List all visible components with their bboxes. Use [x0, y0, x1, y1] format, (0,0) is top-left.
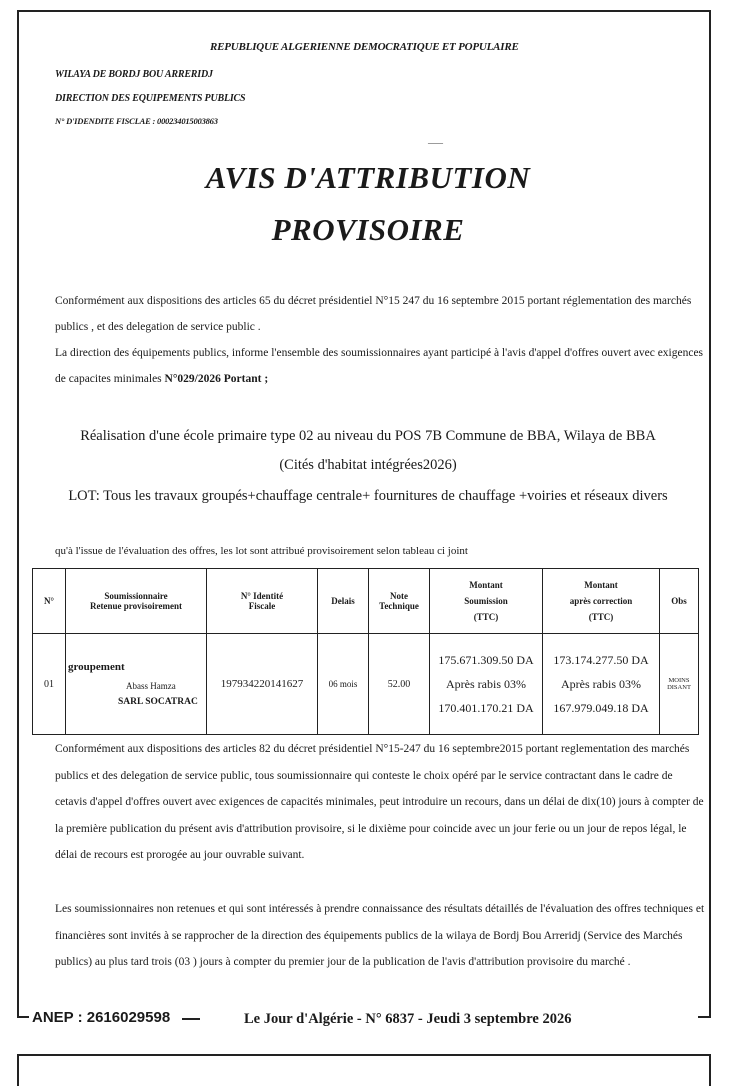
table-row — [33, 634, 699, 735]
title-line2: PROVISOIRE — [271, 212, 465, 247]
cell-rabis2: Après rabis 03% — [561, 677, 641, 691]
header-nif — [207, 569, 318, 634]
header-soum-line1: Soumissionnaire — [104, 591, 168, 601]
header-republic: REPUBLIQUE ALGERIENNE DEMOCRATIQUE ET POPULAIRE — [210, 41, 519, 53]
header-note-line1: Note — [390, 591, 408, 601]
paragraph-1-part2: La direction des équipements publics, informe l'ensemble des soumissionnaires ayant participé à l'avis d'appel d'offres ouvert avec exigences de capacites minimales — [55, 347, 704, 385]
cell-group: groupement — [68, 661, 125, 673]
header-correction — [543, 569, 660, 634]
title-line1: AVIS D'ATTRIBUTION — [205, 160, 531, 195]
cell-montant1: 175.671.309.50 DA — [438, 653, 534, 667]
header-soumissionnaire — [66, 569, 207, 634]
footer-anep: ANEP : 2616029598 — [32, 1009, 171, 1026]
cell-soumissionnaire — [66, 634, 207, 735]
header-num: N° — [33, 569, 66, 634]
cell-montant2: 173.174.277.50 DA — [553, 653, 649, 667]
header-corr-line2: après correction — [569, 596, 633, 606]
next-ad-frame — [17, 1054, 711, 1086]
cell-member2: SARL SOCATRAC — [118, 697, 198, 707]
header-note-line2: Technique — [379, 601, 419, 611]
scan-mark: ––– — [428, 138, 443, 149]
header-corr-line1: Montant — [584, 580, 618, 590]
header-nif: N° D'IDENDITE FISCLAE : 000234015003863 — [55, 116, 218, 126]
header-soum-line2: Retenue provisoirement — [90, 601, 182, 611]
cell-member1: Abass Hamza — [126, 681, 176, 691]
frame-bottom-right — [698, 1016, 709, 1018]
paragraph-3: Les soumissionnaires non retenues et qui sont intéressés à prendre connaissance des résultats détaillés de l'évaluation des offres techniques et financières sont invités à se rapprocher de la direction des équipements publics de la wilaya de Bordj Bou Arreridj (Service des Marchés publics) au plus tard trois (03 ) jours à compter du premier jour de la publication de l'avis d'attribution provisoire du marché . — [55, 903, 705, 968]
header-montant-line2: Soumission — [464, 596, 508, 606]
cell-obs — [660, 634, 699, 735]
header-corr-line3: (TTC) — [588, 612, 614, 622]
header-montant-line1: Montant — [469, 580, 503, 590]
table-intro: qu'à l'issue de l'évaluation des offres, les lot sont attribué provisoirement selon tableau ci joint — [55, 545, 468, 557]
cell-delais: 06 mois — [318, 634, 369, 735]
header-delais: Delais — [318, 569, 369, 634]
project-line1: Réalisation d'une école primaire type 02 au niveau du POS 7B Commune de BBA, Wilaya de BBA — [80, 428, 656, 444]
header-note — [369, 569, 430, 634]
paragraph-1-part1: Conformément aux dispositions des articles 65 du décret présidentiel N°15 247 du 16 septembre 2015 portant réglementation des marchés publics , et des delegation de service public . — [55, 295, 692, 333]
cell-note: 52.00 — [369, 634, 430, 735]
header-montant-line3: (TTC) — [473, 612, 499, 622]
frame-bottom-left — [17, 1016, 29, 1018]
header-nif-line1: N° Identité — [240, 591, 284, 601]
cell-montant-soumission — [430, 634, 543, 735]
attribution-table — [32, 568, 699, 735]
project-line3: LOT: Tous les travaux groupés+chauffage centrale+ fournitures de chauffage +voiries et réseaux divers — [68, 488, 668, 504]
footer-divider — [182, 1018, 200, 1020]
cell-montant-correction — [543, 634, 660, 735]
project-line2: (Cités d'habitat intégrées2026) — [279, 457, 457, 473]
cell-num: 01 — [33, 634, 66, 735]
paragraph-1 — [55, 288, 705, 392]
footer-publication: Le Jour d'Algérie - N° 6837 - Jeudi 3 septembre 2026 — [244, 1011, 572, 1027]
cell-rabis1: Après rabis 03% — [446, 677, 526, 691]
table-header-row — [33, 569, 699, 634]
header-nif-line2: Fiscale — [248, 601, 276, 611]
paragraph-2: Conformément aux dispositions des articles 82 du décret présidentiel N°15-247 du 16 septembre2015 portant reglementation des marchés publics et des delegation de service public, tous soumissionnaire qui conteste le choix opéré par le service contractant dans le cadre de cetavis d'appel d'offres ouvert avec exigences de capacités minimales, peut introduire un recours, dans un délai de dix(10) jours à compter de la première publication du présent avis d'attribution provisoire, si le dixième pour coincide avec un jour ferie ou un jour de repos légal, le délai de recours est prorogée au jour ouvrable suivant. — [55, 743, 704, 861]
cell-nif: 197934220141627 — [207, 634, 318, 735]
cell-obs-line2: DISANT — [667, 684, 691, 691]
header-wilaya: WILAYA DE BORDJ BOU ARRERIDJ — [55, 69, 213, 80]
cell-montant2b: 167.979.049.18 DA — [553, 701, 649, 715]
header-direction: DIRECTION DES EQUIPEMENTS PUBLICS — [55, 93, 246, 104]
paragraph-1-ref: N°029/2026 Portant ; — [164, 373, 269, 385]
cell-obs-line1: MOINS — [668, 677, 690, 684]
header-obs: Obs — [660, 569, 699, 634]
cell-montant1b: 170.401.170.21 DA — [438, 701, 534, 715]
header-montant — [430, 569, 543, 634]
